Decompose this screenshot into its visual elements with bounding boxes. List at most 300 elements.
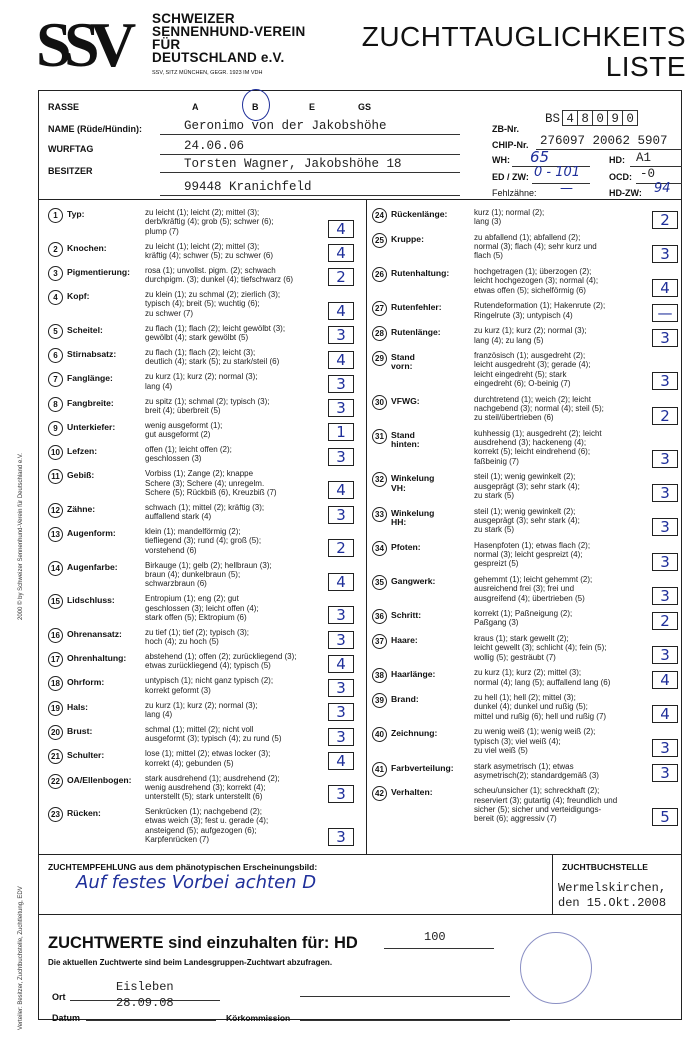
criterion-option-line: kuhhessig (1); ausgedreht (2); leicht: [474, 428, 602, 438]
criterion-option-line: sicher (5); sicher und verteidigungs-: [474, 805, 602, 815]
chip-label: CHIP-Nr.: [492, 140, 529, 150]
criterion-option-line: Birkauge (1); gelb (2); hellbraun (3);: [145, 560, 272, 570]
criterion-option-line: zu viel weiß (5): [474, 745, 528, 755]
fehlzaehne-label: Fehlzähne:: [492, 188, 537, 198]
criterion-name: Haare:: [391, 635, 418, 646]
criterion-score-box[interactable]: 3: [652, 372, 678, 390]
criterion-name: Stand hinten:: [391, 429, 420, 450]
criterion-options: [474, 429, 644, 466]
criterion-option-line: normal (3); leicht gespreizt (4);: [474, 550, 583, 560]
zb-digit: 9: [607, 110, 623, 126]
criterion-number: 33: [372, 507, 387, 522]
criterion-name: Farbverteilung:: [391, 762, 454, 773]
criterion-number: 21: [48, 749, 63, 764]
rasse-label: RASSE: [48, 102, 80, 112]
zb-prefix: BS: [545, 112, 561, 126]
criterion-option-line: zu tief (1); tief (2); typisch (3);: [145, 627, 250, 637]
criterion-option-line: zu leicht (1); leicht (2); mittel (3);: [145, 241, 260, 251]
criterion-options: [474, 762, 644, 781]
hdzw-label: HD-ZW:: [609, 188, 642, 198]
criterion-option-line: ansteigend (5); aufgezogen (6);: [145, 825, 257, 835]
verteiler-sidetext: Verteiler: Besitzer, Zuchtbuchstelle, Zuchtleitung, EDV: [18, 886, 24, 1030]
club-name-line: SCHWEIZER: [152, 11, 235, 26]
criterion-number: 23: [48, 807, 63, 822]
criterion-options: [145, 725, 315, 744]
criterion-option-line: breit (4); überbreit (5): [145, 405, 221, 415]
criterion-score-box[interactable]: 3: [652, 484, 678, 502]
criterion-options: [145, 807, 315, 844]
criterion-option-line: Senkrücken (1); nachgebend (2);: [145, 807, 262, 817]
club-name-line: DEUTSCHLAND e.V.: [152, 50, 285, 65]
criterion-option-line: hoch (4); zu hoch (5): [145, 637, 219, 647]
criterion-options: [474, 395, 644, 423]
criterion-options: [474, 727, 644, 755]
criterion-options: [145, 372, 315, 391]
criterion-name: Pigmentierung:: [67, 266, 131, 277]
criterion-number: 20: [48, 725, 63, 740]
ocd-value: -0: [640, 167, 656, 181]
criterion-name: Gangwerk:: [391, 575, 436, 586]
title-line: LISTE: [605, 51, 686, 82]
criterion-score-box[interactable]: 1: [328, 423, 354, 441]
criterion-options: [145, 290, 315, 318]
criterion-score-box[interactable]: 2: [328, 539, 354, 557]
rasse-selection-circle: [242, 89, 270, 121]
criterion-score-box[interactable]: 3: [328, 631, 354, 649]
criterion-number: 35: [372, 575, 387, 590]
criterion-options: [145, 421, 315, 440]
criterion-number: 41: [372, 762, 387, 777]
ed-label: ED / ZW:: [492, 172, 529, 182]
criterion-option-line: Karpfenrücken (7): [145, 835, 210, 845]
title-line: ZUCHTTAUGLICHKEITS: [361, 21, 686, 52]
criterion-option-line: kräftig (4); schwer (5); zu schwer (6): [145, 250, 274, 260]
criterion-option-line: abstehend (1); offen (2); zurückliegend (3);: [145, 652, 297, 662]
criterion-options: [145, 749, 315, 768]
criterion-name: Zähne:: [67, 503, 96, 514]
wh-label: WH:: [492, 155, 510, 165]
criterion-name: Rutenfehler:: [391, 302, 442, 313]
criterion-option-line: ausgeprägt (3); sehr stark (4);: [474, 515, 580, 525]
criterion-score-box[interactable]: 5: [652, 808, 678, 826]
criterion-score-box[interactable]: 3: [652, 764, 678, 782]
zb-digit: 0: [622, 110, 638, 126]
criterion-name: Kruppe:: [391, 233, 424, 244]
criterion-options: [145, 445, 315, 464]
criterion-name: Winkelung VH:: [391, 473, 435, 493]
rasse-option: E: [309, 102, 316, 112]
criterion-number: 39: [372, 693, 387, 708]
criterion-name: Fangbreite:: [67, 397, 114, 408]
criterion-option-line: etwas offen (5); sichelförmig (6): [474, 285, 586, 295]
criterion-option-line: etwas weich (3); fest u. gerade (4);: [145, 816, 269, 826]
criterion-option-line: leicht ausgedreht (3); gerade (4);: [474, 360, 591, 370]
criterion-options: [145, 774, 315, 802]
criterion-option-line: lang (3): [474, 217, 502, 227]
criterion-option-line: normal (4); lang (5); auffallend lang (6): [474, 677, 611, 687]
criterion-option-line: reserviert (3); gutartig (4); freundlich und: [474, 795, 618, 805]
criterion-score-box[interactable]: 3: [328, 679, 354, 697]
criterion-option-line: scheu/unsicher (1); schreckhaft (2);: [474, 786, 600, 796]
criterion-score-box[interactable]: 3: [652, 450, 678, 468]
criterion-option-line: ausgeformt (3); typisch (4); zu rund (5): [145, 734, 282, 744]
zuchtempfehlung-handwriting: Auf festes Vorbei achten D: [76, 872, 317, 893]
criterion-options: [474, 693, 644, 721]
criterion-score-box[interactable]: 3: [328, 448, 354, 466]
criterion-option-line: zu spitz (1); schmal (2); typisch (3);: [145, 396, 270, 406]
criterion-number: 14: [48, 561, 63, 576]
criterion-name: VFWG:: [391, 395, 420, 406]
criterion-option-line: tiefliegend (3); rund (4); groß (5);: [145, 536, 262, 546]
club-name-line: SENNENHUND-VEREIN: [152, 24, 306, 39]
criterion-option-line: eingedreht (6); O-beinig (7): [474, 379, 571, 389]
criterion-score-box[interactable]: —: [652, 304, 678, 322]
criterion-score-box[interactable]: 4: [652, 671, 678, 689]
criterion-name: Knochen:: [67, 242, 107, 253]
besitzer-line2: 99448 Kranichfeld: [184, 180, 312, 194]
criterion-number: 8: [48, 397, 63, 412]
criterion-option-line: leicht hochgezogen (3); normal (4);: [474, 276, 599, 286]
criterion-score-box[interactable]: 4: [328, 573, 354, 591]
besitzer-line: [160, 172, 460, 173]
criterion-option-line: Entropium (1); eng (2); gut: [145, 594, 239, 604]
criterion-name: Typ:: [67, 209, 85, 219]
criterion-options: [145, 208, 315, 236]
criterion-name: Augenform:: [67, 528, 116, 539]
wurftag-label: WURFTAG: [48, 144, 94, 154]
criterion-option-line: durchpigm. (3); dunkel (4); tiefschwarz (6): [145, 275, 294, 285]
criterion-option-line: wollig (5); gesträubt (7): [474, 652, 556, 662]
criterion-option-line: lang (4); zu lang (5): [474, 335, 544, 345]
criterion-option-line: ausgreifend (4); übertrieben (5): [474, 593, 585, 603]
criterion-option-line: zu klein (1); zu schmal (2); zierlich (3);: [145, 290, 281, 300]
criterion-option-line: korrekt (4); gebunden (5): [145, 758, 234, 768]
criterion-options: [474, 301, 644, 320]
criterion-name: Pfoten:: [391, 541, 421, 552]
criterion-score-box[interactable]: 4: [328, 655, 354, 673]
criterion-options: [145, 469, 315, 497]
criterion-number: 2: [48, 242, 63, 257]
criterion-options: [145, 628, 315, 647]
ocd-label: OCD:: [609, 172, 632, 182]
datum-label: Datum: [52, 1013, 81, 1023]
criterion-score-box[interactable]: 3: [652, 518, 678, 536]
criterion-option-line: steil (1); wenig gewinkelt (2);: [474, 472, 576, 482]
criterion-name: Schulter:: [67, 750, 105, 761]
rasse-option: GS: [358, 102, 372, 112]
criterion-options: [474, 786, 644, 823]
club-name: [152, 12, 305, 64]
criterion-score-box[interactable]: 2: [652, 612, 678, 630]
criterion-number: 28: [372, 326, 387, 341]
criterion-option-line: zu flach (1); flach (2); leicht (3);: [145, 347, 256, 357]
criterion-number: 26: [372, 267, 387, 282]
criterion-score-box[interactable]: 4: [328, 752, 354, 770]
criterion-option-line: geschlossen (3): [145, 454, 202, 464]
criterion-score-box[interactable]: 3: [652, 245, 678, 263]
criterion-score-box[interactable]: 4: [652, 705, 678, 723]
criterion-name: Zeichnung:: [391, 728, 438, 739]
criterion-number: 24: [372, 208, 387, 223]
criterion-score-box[interactable]: 4: [328, 220, 354, 238]
criterion-name: Fanglänge:: [67, 373, 113, 384]
club-subline: SSV, SITZ MÜNCHEN, GEGR. 1923 IM VDH: [152, 70, 263, 76]
criterion-option-line: zu stark (5): [474, 525, 515, 535]
criterion-option-line: gewölbt (4); stark gewölbt (5): [145, 332, 249, 342]
zuchtwerte-heading: ZUCHTWERTE sind einzuhalten für: HD: [48, 934, 358, 952]
criterion-options: [474, 267, 644, 295]
criterion-option-line: gespreizt (5): [474, 559, 519, 569]
criterion-options: [474, 575, 644, 603]
zuchtbuchstelle-line1: Wermelskirchen,: [558, 881, 667, 895]
criterion-options: [474, 233, 644, 261]
criterion-name: Stand vorn:: [391, 352, 415, 372]
criterion-option-line: klein (1); mandelförmig (2);: [145, 527, 241, 537]
criterion-name: Rutenlänge:: [391, 327, 441, 338]
criterion-option-line: Rutendeformation (1); Hakenrute (2);: [474, 301, 606, 311]
chip-value: 276097 20062 5907: [540, 134, 668, 148]
criterion-number: 22: [48, 774, 63, 789]
criterion-name: Haarlänge:: [391, 669, 436, 680]
criterion-score-box[interactable]: 4: [328, 351, 354, 369]
criterion-score-box[interactable]: 3: [652, 739, 678, 757]
criterion-name: Stirnabsatz:: [67, 348, 117, 359]
zuchtempfehlung-label: ZUCHTEMPFEHLUNG aus dem phänotypischen Erscheinungsbild:: [48, 862, 318, 872]
criterion-option-line: dunkel (4); dunkel und rußig (5);: [474, 702, 588, 712]
zb-label: ZB-Nr.: [492, 124, 519, 134]
section-divider: [38, 914, 682, 915]
criterion-options: [145, 594, 315, 622]
criterion-number: 32: [372, 472, 387, 487]
criterion-options: [145, 242, 315, 261]
criterion-name: Hals:: [67, 701, 89, 712]
criterion-score-box[interactable]: 4: [328, 244, 354, 262]
criterion-name: Unterkiefer:: [67, 421, 116, 432]
criterion-option-line: zu stark (5): [474, 490, 515, 500]
criterion-option-line: leicht gewellt (3); schlicht (4); fein (5);: [474, 643, 607, 653]
criterion-name: Kopf:: [67, 291, 90, 302]
criterion-option-line: schwarzbraun (6): [145, 579, 207, 589]
criterion-number: 34: [372, 541, 387, 556]
criterion-number: 7: [48, 372, 63, 387]
criterion-option-line: hochgetragen (1); überzogen (2);: [474, 267, 592, 277]
criterion-option-line: Schere (5); Rückbiß (6), Kreuzbiß (7): [145, 487, 277, 497]
criterion-option-line: wenig ausgeformt (1);: [145, 420, 223, 430]
criterion-score-box[interactable]: 3: [328, 506, 354, 524]
criterion-option-line: zu kurz (1); kurz (2); normal (3);: [474, 326, 587, 336]
criterion-option-line: zu steil/übertrieben (6): [474, 413, 554, 423]
ort-value: Eisleben: [116, 980, 174, 994]
datum-line: [86, 1020, 216, 1021]
hd-line: [630, 166, 682, 167]
criterion-option-line: lang (4): [145, 710, 173, 720]
zb-digit: 0: [592, 110, 608, 126]
name-line: [160, 134, 460, 135]
criterion-score-box[interactable]: 2: [328, 268, 354, 286]
criterion-option-line: etwas zurückliegend (4); typisch (5): [145, 661, 271, 671]
criterion-option-line: nachgebend (3); normal (4); steil (5);: [474, 403, 604, 413]
criterion-option-line: stark ausdrehend (1); ausdrehend (2);: [145, 773, 280, 783]
criterion-option-line: mittel und rußig (6); hell und rußig (7): [474, 711, 607, 721]
criterion-option-line: steil (1); wenig gewinkelt (2);: [474, 506, 576, 516]
criterion-score-box[interactable]: 3: [328, 703, 354, 721]
criterion-option-line: Hasenpfoten (1); etwas flach (2);: [474, 540, 591, 550]
criterion-score-box[interactable]: 3: [328, 399, 354, 417]
criterion-options: [474, 634, 644, 662]
criterion-options: [474, 507, 644, 535]
criterion-option-line: schmal (1); mittel (2); nicht voll: [145, 725, 254, 734]
criterion-option-line: normal (3); flach (4); sehr kurz und: [474, 242, 597, 252]
name-label: NAME (Rüde/Hündin):: [48, 124, 142, 134]
criterion-number: 3: [48, 266, 63, 281]
criterion-number: 1: [48, 208, 63, 223]
criterion-option-line: auffallend stark (4): [145, 512, 212, 522]
criterion-option-line: faßbeinig (7): [474, 456, 519, 466]
criterion-score-box[interactable]: 3: [652, 553, 678, 571]
signature-line: [300, 996, 510, 997]
criterion-options: [474, 472, 644, 500]
criterion-number: 31: [372, 429, 387, 444]
criterion-option-line: korrekt (1); Paßneigung (2);: [474, 609, 573, 619]
criterion-name: Rückenlänge:: [391, 209, 448, 219]
svg-text:S: S: [64, 10, 100, 76]
svg-text:V: V: [90, 10, 137, 76]
criterion-name: Winkelung HH:: [391, 507, 435, 527]
criterion-number: 37: [372, 634, 387, 649]
criterion-score-box[interactable]: 4: [652, 279, 678, 297]
criterion-option-line: zu kurz (1); kurz (2); normal (3);: [145, 372, 258, 382]
criterion-option-line: geschlossen (3); leicht offen (4);: [145, 603, 259, 613]
wurftag-value: 24.06.06: [184, 139, 245, 153]
criterion-option-line: typisch (4); breit (5); wuchtig (6);: [145, 299, 260, 309]
criterion-number: 15: [48, 594, 63, 609]
criterion-score-box[interactable]: 3: [328, 828, 354, 846]
copyright-sidetext: 2000 © by Schweizer Sennenhund-Verein für Deutschland e.V.: [18, 453, 24, 620]
criterion-score-box[interactable]: 3: [328, 606, 354, 624]
hd-value: A1: [636, 151, 652, 165]
criterion-option-line: französisch (1); ausgedreht (2);: [474, 351, 586, 361]
criterion-option-line: vorstehend (6): [145, 545, 197, 555]
criterion-number: 38: [372, 668, 387, 683]
fehlzaehne-value: —: [560, 181, 573, 196]
criterion-option-line: typisch (3); viel weiß (4);: [474, 736, 561, 746]
criterion-option-line: bereit (6); aggressiv (7): [474, 814, 557, 824]
criterion-options: [145, 324, 315, 343]
criterion-option-line: Paßgang (3): [474, 618, 519, 628]
criterion-score-box[interactable]: 4: [328, 302, 354, 320]
criterion-score-box[interactable]: 3: [328, 785, 354, 803]
zuchtbuchstelle-divider: [552, 854, 553, 914]
criterion-number: 19: [48, 701, 63, 716]
criterion-score-box[interactable]: 2: [652, 407, 678, 425]
criterion-option-line: stark asymetrisch (1); etwas: [474, 761, 574, 771]
besitzer-line1: Torsten Wagner, Jakobshöhe 18: [184, 157, 402, 171]
criterion-score-box[interactable]: 3: [652, 587, 678, 605]
criterion-number: 30: [372, 395, 387, 410]
criterion-options: [474, 351, 644, 388]
hdzw-value: 94: [654, 181, 671, 196]
criterion-option-line: Ringelrute (3); untypisch (4): [474, 310, 573, 320]
criterion-option-line: Vorbiss (1); Zange (2); knappe: [145, 469, 254, 479]
criterion-name: Lefzen:: [67, 446, 98, 457]
zb-digit: 8: [577, 110, 593, 126]
club-name-line: FÜR: [152, 37, 181, 52]
criterion-options: [145, 397, 315, 416]
ort-label: Ort: [52, 992, 66, 1002]
criterion-option-line: ausdrehend (3); hackeneng (4);: [474, 438, 587, 448]
zb-digit: 4: [562, 110, 578, 126]
criterion-number: 17: [48, 652, 63, 667]
criterion-name: Augenfarbe:: [67, 561, 118, 572]
criterion-option-line: derb/kräftig (4); grob (5); schwer (6);: [145, 217, 274, 227]
zuchtwerte-value: 100: [424, 930, 446, 944]
criterion-option-line: braun (4); dunkelbraun (5);: [145, 570, 241, 580]
koerkommission-label: Körkommission: [226, 1013, 291, 1023]
column-divider: [366, 199, 367, 854]
criterion-options: [145, 652, 315, 671]
criterion-options: [145, 561, 315, 589]
criterion-score-box[interactable]: 3: [328, 375, 354, 393]
zuchtwerte-note: Die aktuellen Zuchtwerte sind beim Landesgruppen-Zuchtwart abzufragen.: [48, 958, 333, 967]
criterion-option-line: offen (1); leicht offen (2);: [145, 445, 232, 455]
criterion-option-line: gehemmt (1); leicht gehemmt (2);: [474, 574, 593, 584]
criterion-options: [145, 266, 315, 285]
ssv-logo: [34, 10, 144, 76]
criterion-score-box[interactable]: 3: [652, 646, 678, 664]
koerkommission-line: [300, 1020, 510, 1021]
criterion-option-line: zu leicht (1); leicht (2); mittel (3);: [145, 208, 260, 217]
ed-value: 0 - 101: [534, 165, 581, 180]
criterion-name: Ohrenansatz:: [67, 628, 122, 639]
document-title: [362, 22, 686, 82]
criterion-name: Ohrform:: [67, 677, 105, 688]
criterion-option-line: Schere (3); Schere (4); unregelm.: [145, 478, 265, 488]
datum-value: 28.09.08: [116, 996, 174, 1010]
criterion-number: 42: [372, 786, 387, 801]
criterion-options: [145, 676, 315, 695]
criterion-score-box[interactable]: 3: [328, 728, 354, 746]
criterion-option-line: flach (5): [474, 251, 503, 261]
criterion-option-line: zu abfallend (1); abfallend (2);: [474, 232, 581, 242]
criterion-score-box[interactable]: 4: [328, 481, 354, 499]
criterion-name: Scheitel:: [67, 324, 103, 335]
criterion-option-line: zu kurz (1); kurz (2); normal (3);: [145, 700, 258, 710]
criterion-option-line: zu wenig weiß (1); wenig weiß (2);: [474, 727, 596, 737]
criterion-name: Schritt:: [391, 610, 422, 621]
criterion-options: [145, 348, 315, 367]
criterion-score-box[interactable]: 3: [652, 329, 678, 347]
criterion-name: Brust:: [67, 726, 93, 736]
criterion-option-line: zu kurz (1); kurz (2); mittel (3);: [474, 668, 582, 678]
criterion-score-box[interactable]: 2: [652, 211, 678, 229]
criterion-number: 13: [48, 527, 63, 542]
criterion-name: Brand:: [391, 694, 419, 705]
criterion-number: 6: [48, 348, 63, 363]
hd-label: HD:: [609, 155, 625, 165]
criterion-options: [474, 208, 644, 227]
wh-value: 65: [530, 148, 550, 166]
criterion-number: 25: [372, 233, 387, 248]
criterion-score-box[interactable]: 3: [328, 326, 354, 344]
criterion-option-line: schwach (1); mittel (2); kräftig (3);: [145, 502, 265, 512]
criterion-number: 11: [48, 469, 63, 484]
criterion-options: [145, 701, 315, 720]
criterion-option-line: durchtretend (1); weich (2); leicht: [474, 394, 591, 404]
criterion-options: [145, 503, 315, 522]
criterion-number: 40: [372, 727, 387, 742]
criterion-option-line: wenig ausdrehend (3); korrekt (4);: [145, 782, 266, 792]
criterion-option-line: unterstellt (5); stark unterstellt (6): [145, 792, 263, 802]
